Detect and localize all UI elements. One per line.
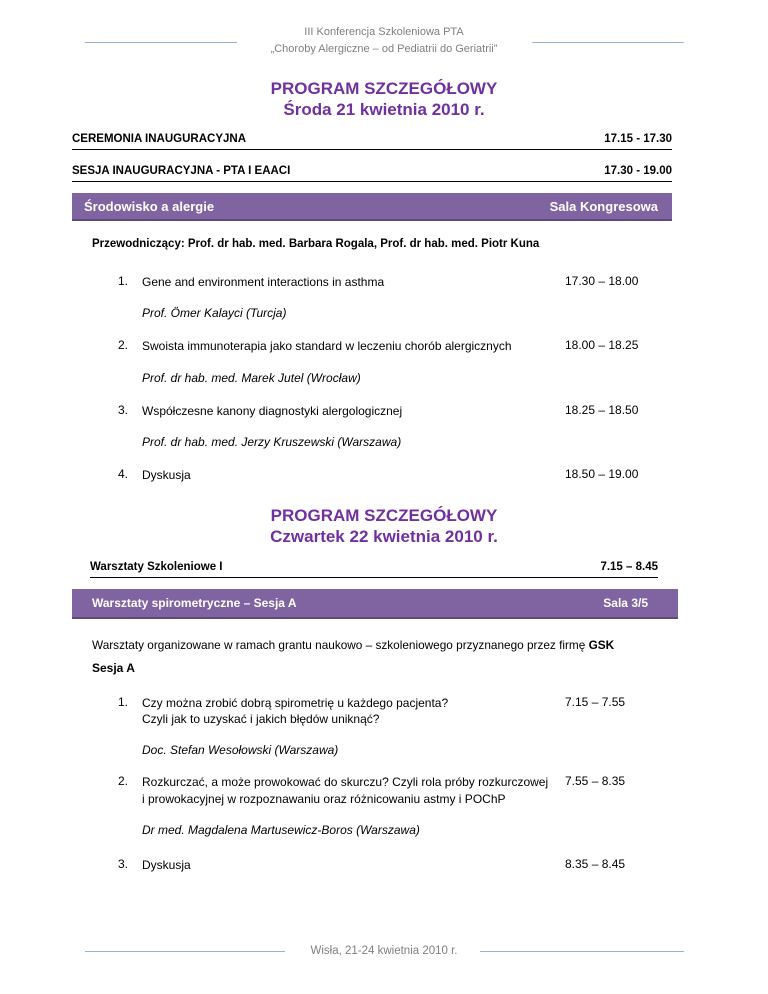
ceremony-time: 17.15 - 17.30 (604, 133, 672, 145)
sponsor-name: GSK (588, 638, 615, 652)
item-number: 1. (118, 695, 129, 709)
workshops-row (90, 561, 658, 578)
session-band-environment (72, 193, 672, 221)
item-title: Rozkurczać, a może prowokować do skurczu? Czyli rola próby rozkurczowej (142, 775, 549, 789)
session-room: Sala 3/5 (603, 596, 648, 610)
header-line-2: „Choroby Alergiczne – od Pediatrii do Geriatrii” (270, 43, 498, 55)
item-speaker: Dr med. Magdalena Martusewicz-Boros (Warszawa) (142, 823, 420, 837)
grant-note (92, 638, 614, 652)
item-time: 18.25 – 18.50 (565, 403, 639, 417)
header-line-1: III Konferencja Szkoleniowa PTA (304, 26, 464, 38)
item-speaker: Prof. dr hab. med. Jerzy Kruszewski (Warszawa) (142, 435, 402, 449)
item-speaker: Prof. Ömer Kalayci (Turcja) (142, 306, 287, 320)
day2-date: Czwartek 22 kwietnia 2010 r. (270, 527, 498, 546)
item-time: 7.15 – 7.55 (565, 695, 626, 709)
session-band-spirometry (72, 589, 678, 619)
ceremony-label: CEREMONIA INAUGURACYJNA (72, 133, 246, 145)
inaugural-session-time: 17.30 - 19.00 (604, 165, 672, 177)
item-title: Dyskusja (142, 858, 191, 872)
item-time: 7.55 – 8.35 (565, 774, 626, 788)
item-number: 3. (118, 403, 129, 417)
session-label: Sesja A (92, 661, 135, 675)
item-number: 2. (118, 338, 129, 352)
session-name: Środowisko a alergie (84, 199, 215, 214)
item-time: 18.00 – 18.25 (565, 338, 639, 352)
ceremony-row (72, 133, 672, 150)
workshops-time: 7.15 – 8.45 (600, 561, 658, 573)
session-name: Warsztaty spirometryczne – Sesja A (92, 596, 297, 610)
item-title-line-2: i prowokacyjnej w rozpoznawaniu oraz różnicowaniu astmy i POChP (142, 792, 506, 806)
item-title: Czy można zrobić dobrą spirometrię u każdego pacjenta? (142, 696, 449, 710)
grant-note-text: Warsztaty organizowane w ramach grantu naukowo – szkoleniowego przyznanego przez firmę (92, 638, 589, 652)
inaugural-session-label: SESJA INAUGURACYJNA - PTA I EAACI (72, 165, 291, 177)
item-title: Gene and environment interactions in asthma (142, 275, 385, 289)
item-title: Swoista immunoterapia jako standard w leczeniu chorób alergicznych (142, 339, 512, 353)
item-title: Współczesne kanony diagnostyki alergologicznej (142, 404, 403, 418)
day2-title: PROGRAM SZCZEGÓŁOWY (270, 506, 498, 525)
item-speaker: Doc. Stefan Wesołowski (Warszawa) (142, 743, 339, 757)
item-number: 1. (118, 274, 129, 288)
item-speaker: Prof. dr hab. med. Marek Jutel (Wrocław) (142, 371, 361, 385)
session-chairs: Przewodniczący: Prof. dr hab. med. Barbara Rogala, Prof. dr hab. med. Piotr Kuna (92, 238, 540, 250)
item-number: 2. (118, 774, 129, 788)
item-time: 18.50 – 19.00 (565, 467, 639, 481)
item-time: 17.30 – 18.00 (565, 274, 639, 288)
item-time: 8.35 – 8.45 (565, 857, 626, 871)
item-number: 3. (118, 857, 129, 871)
day1-date: Środa 21 kwietnia 2010 r. (283, 100, 485, 119)
item-title-line-2: Czyli jak to uzyskać i jakich błędów uniknąć? (142, 712, 380, 726)
workshops-label: Warsztaty Szkoleniowe I (90, 561, 223, 573)
item-number: 4. (118, 467, 129, 481)
inaugural-session-row (72, 165, 672, 182)
day1-title: PROGRAM SZCZEGÓŁOWY (270, 79, 498, 98)
footer-text: Wisła, 21-24 kwietnia 2010 r. (310, 945, 458, 957)
item-title: Dyskusja (142, 468, 191, 482)
session-room: Sala Kongresowa (549, 199, 658, 214)
